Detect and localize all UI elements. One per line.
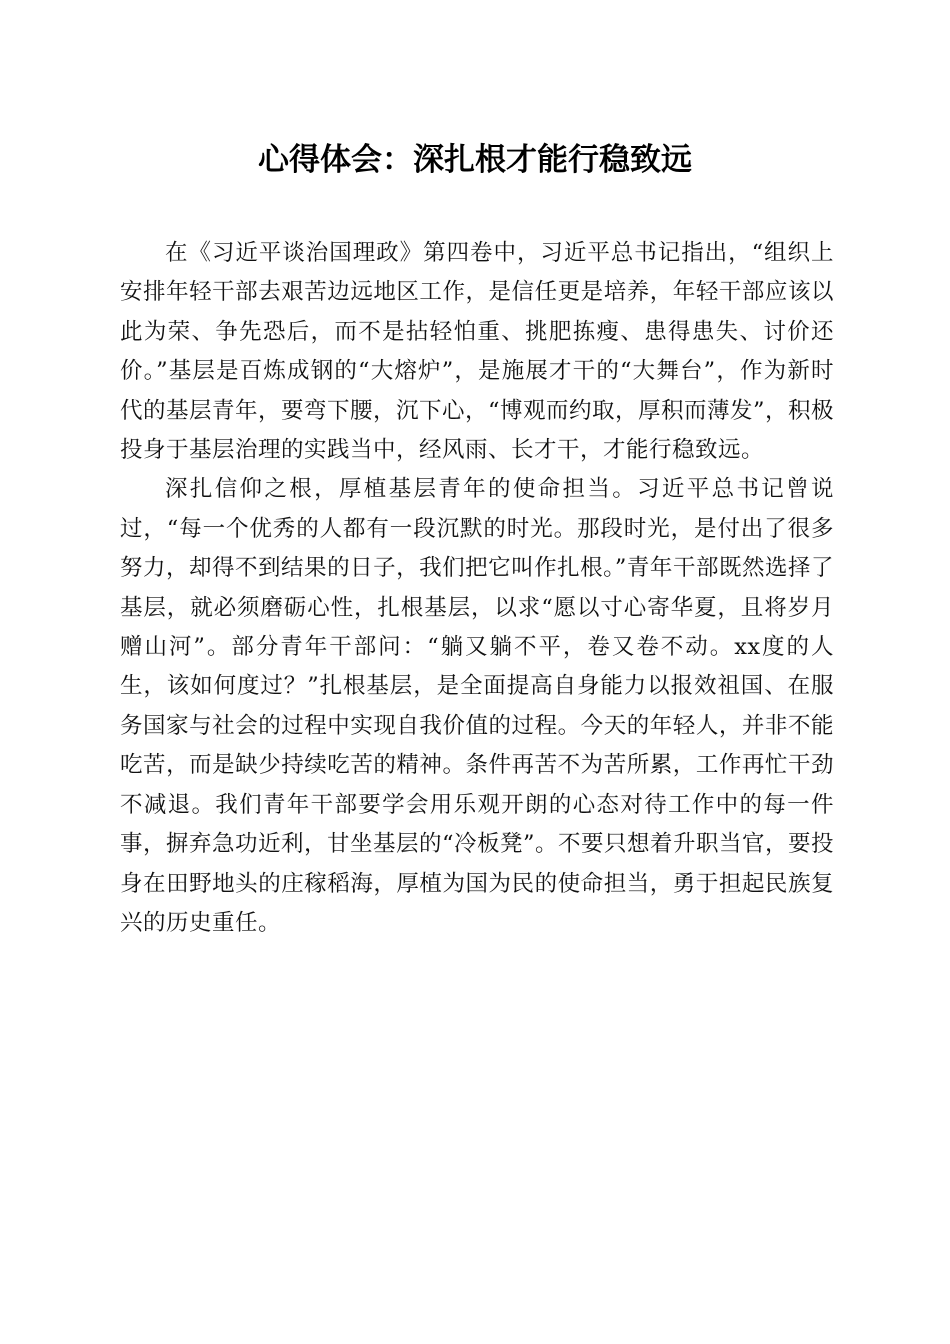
document-title: 心得体会：深扎根才能行稳致远 [258, 142, 692, 178]
paragraph-root-faith: 深扎信仰之根，厚植基层青年的使命担当。习近平总书记曾说过，“每一个优秀的人都有一段沉默的时光。那段时光，是付出了很多努力，却得不到结果的日子，我们把它叫作扎根。”青年干部既然选择了基层，就必须磨砺心性，扎根基层，以求“愿以寸心寄华夏，且将岁月赠山河”。部分青年干部问：“躺又躺不平，卷又卷不动。xx度的人生，该如何度过？”扎根基层，是全面提高自身能力以报效祖国、在服务国家与社会的过程中实现自我价值的过程。今天的年轻人，并非不能吃苦，而是缺少持续吃苦的精神。条件再苦不为苦所累，工作再忙干劲不减退。我们青年干部要学会用乐观开朗的心态对待工作中的每一件事，摒弃急功近利，甘坐基层的“冷板凳”。不要只想着升职当官，要投身在田野地头的庄稼稻海，厚植为国为民的使命担当，勇于担起民族复兴的历史重任。 [120, 476, 835, 936]
paragraph-intro: 在《习近平谈治国理政》第四卷中，习近平总书记指出，“组织上安排年轻干部去艰苦边远地区工作，是信任更是培养，年轻干部应该以此为荣、争先恐后，而不是拈轻怕重、挑肥拣瘦、患得患失、讨价还价。”基层是百炼成钢的“大熔炉”，是施展才干的“大舞台”，作为新时代的基层青年，要弯下腰，沉下心，“博观而约取，厚积而薄发”，积极投身于基层治理的实践当中，经风雨、长才干，才能行稳致远。 [120, 240, 835, 464]
document-body [120, 234, 834, 943]
